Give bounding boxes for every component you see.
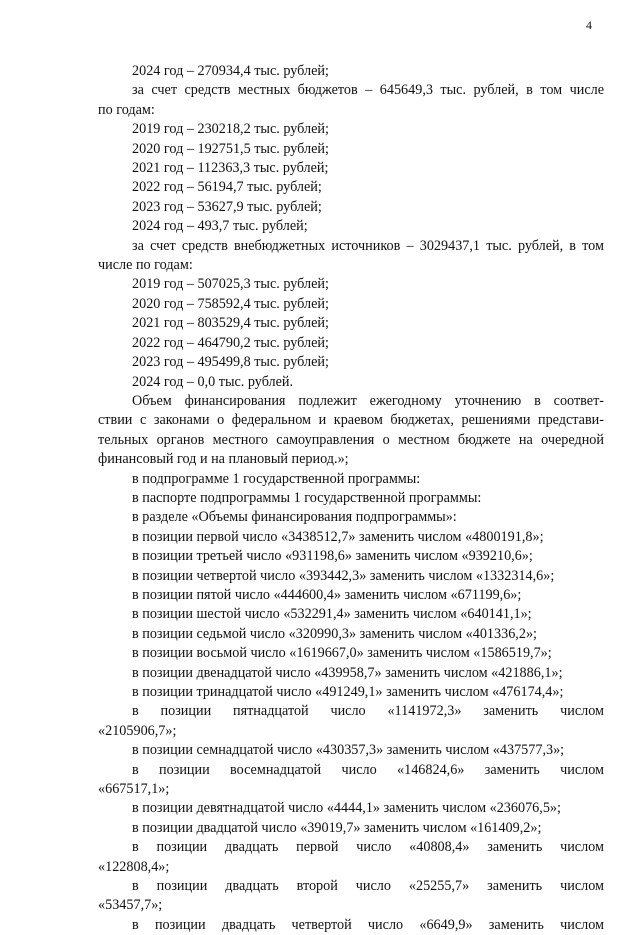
- document-body: [98, 62, 604, 935]
- text-line-content: в позиции двадцать второй число «25255,7» заменить числом: [132, 878, 604, 895]
- text-line-content: в позиции пятой число «444600,4» заменить числом «671199,6»;: [132, 586, 522, 603]
- text-line-content: в позиции четвертой число «393442,3» заменить числом «1332314,6»;: [132, 567, 555, 584]
- text-line-content: в позиции третьей число «931198,6» заменить числом «939210,6»;: [132, 548, 533, 565]
- text-line-content: в позиции девятнадцатой число «4444,1» заменить числом «236076,5»;: [132, 800, 561, 817]
- text-line: [98, 722, 604, 741]
- text-line-content: за счет средств местных бюджетов – 645649,3 тыс. рублей, в том числе: [132, 82, 604, 99]
- text-line: [98, 373, 604, 392]
- text-line-content: в позиции восемнадцатой число «146824,6» заменить числом: [132, 761, 604, 778]
- text-line-content: финансовый год и на плановый период.»;: [98, 451, 349, 468]
- text-line-content: ствии с законами о федеральном и краевом бюджетах, решениями представи-: [98, 412, 604, 429]
- text-line: [98, 799, 604, 818]
- text-line: [98, 683, 604, 702]
- text-line: [98, 411, 604, 430]
- text-line: [98, 702, 604, 721]
- text-line-content: 2024 год – 270934,4 тыс. рублей;: [132, 63, 329, 79]
- text-line-content: Объем финансирования подлежит ежегодному уточнению в соответ-: [132, 392, 604, 409]
- text-line-content: 2021 год – 803529,4 тыс. рублей;: [132, 315, 329, 332]
- text-line: [98, 625, 604, 644]
- text-line: [98, 741, 604, 760]
- text-line: [98, 916, 604, 935]
- text-line-content: числе по годам:: [98, 257, 193, 274]
- text-line: [98, 838, 604, 857]
- text-line-content: «122808,4»;: [98, 858, 170, 875]
- text-line-content: 2022 год – 56194,7 тыс. рублей;: [132, 179, 322, 196]
- text-line: [98, 295, 604, 314]
- text-line: [98, 334, 604, 353]
- text-line: [98, 489, 604, 508]
- text-line-content: «2105906,7»;: [98, 722, 177, 739]
- text-line-content: в позиции тринадцатой число «491249,1» заменить числом «476174,4»;: [132, 684, 564, 700]
- text-line: [98, 159, 604, 178]
- text-line-content: за счет средств внебюджетных источников – 3029437,1 тыс. рублей, в том: [132, 237, 604, 254]
- text-line: [98, 256, 604, 275]
- text-line: [98, 217, 604, 236]
- text-line-content: в позиции седьмой число «320990,3» заменить числом «401336,2»;: [132, 625, 537, 642]
- text-line: [98, 547, 604, 566]
- text-line-content: «53457,7»;: [98, 897, 163, 914]
- text-line-content: 2024 год – 0,0 тыс. рублей.: [132, 373, 294, 390]
- text-line: [98, 178, 604, 197]
- text-line-content: в позиции двадцатой число «39019,7» заменить числом «161409,2»;: [132, 819, 542, 836]
- text-line: [98, 431, 604, 450]
- text-line-content: по годам:: [98, 101, 155, 118]
- text-line: [98, 528, 604, 547]
- text-line: [98, 81, 604, 100]
- text-line-content: 2021 год – 112363,3 тыс. рублей;: [132, 160, 329, 177]
- text-line: [98, 896, 604, 915]
- text-line-content: в позиции пятнадцатой число «1141972,3» заменить числом: [132, 703, 604, 720]
- text-line-content: в позиции двенадцатой число «439958,7» заменить числом «421886,1»;: [132, 664, 563, 681]
- text-line-content: в разделе «Объемы финансирования подпрограммы»:: [132, 509, 457, 526]
- text-line-content: в позиции шестой число «532291,4» заменить числом «640141,1»;: [132, 606, 532, 623]
- text-line: [98, 761, 604, 780]
- text-line: [98, 819, 604, 838]
- text-line: [98, 780, 604, 799]
- text-line: [98, 101, 604, 120]
- text-line: [98, 567, 604, 586]
- text-line: [98, 275, 604, 294]
- text-line-content: 2020 год – 192751,5 тыс. рублей;: [132, 140, 329, 157]
- text-line: [98, 508, 604, 527]
- text-line: [98, 140, 604, 159]
- page-number: 4: [586, 18, 592, 32]
- text-line-content: 2019 год – 507025,3 тыс. рублей;: [132, 276, 329, 293]
- text-line-content: 2022 год – 464790,2 тыс. рублей;: [132, 334, 329, 351]
- text-line: [98, 586, 604, 605]
- text-line-content: в позиции первой число «3438512,7» заменить числом «4800191,8»;: [132, 528, 544, 545]
- text-line: [98, 877, 604, 896]
- text-line-content: в паспорте подпрограммы 1 государственной программы:: [132, 489, 482, 506]
- text-line: [98, 644, 604, 663]
- text-line: [98, 470, 604, 489]
- text-line: [98, 237, 604, 256]
- text-line: [98, 62, 604, 81]
- text-line: [98, 120, 604, 139]
- text-line: [98, 392, 604, 411]
- text-line: [98, 858, 604, 877]
- text-line-content: тельных органов местного самоуправления о местном бюджете на очередной: [98, 431, 604, 448]
- text-line: [98, 314, 604, 333]
- text-line-content: в позиции двадцать четвертой число «6649,9» заменить числом: [132, 916, 604, 933]
- text-line-content: 2024 год – 493,7 тыс. рублей;: [132, 218, 308, 235]
- text-line-content: в подпрограмме 1 государственной программы:: [132, 470, 421, 487]
- text-line-content: 2023 год – 495499,8 тыс. рублей;: [132, 354, 329, 371]
- text-line-content: 2019 год – 230218,2 тыс. рублей;: [132, 121, 329, 138]
- text-line-content: 2020 год – 758592,4 тыс. рублей;: [132, 295, 329, 312]
- text-line: [98, 605, 604, 624]
- text-line-content: в позиции двадцать первой число «40808,4» заменить числом: [132, 839, 604, 856]
- text-line: [98, 450, 604, 469]
- text-line: [98, 353, 604, 372]
- text-line: [98, 198, 604, 217]
- text-line-content: 2023 год – 53627,9 тыс. рублей;: [132, 198, 322, 215]
- text-line: [98, 664, 604, 683]
- text-line-content: в позиции восьмой число «1619667,0» заменить числом «1586519,7»;: [132, 645, 552, 662]
- text-line-content: «667517,1»;: [98, 781, 170, 798]
- text-line-content: в позиции семнадцатой число «430357,3» заменить числом «437577,3»;: [132, 742, 565, 759]
